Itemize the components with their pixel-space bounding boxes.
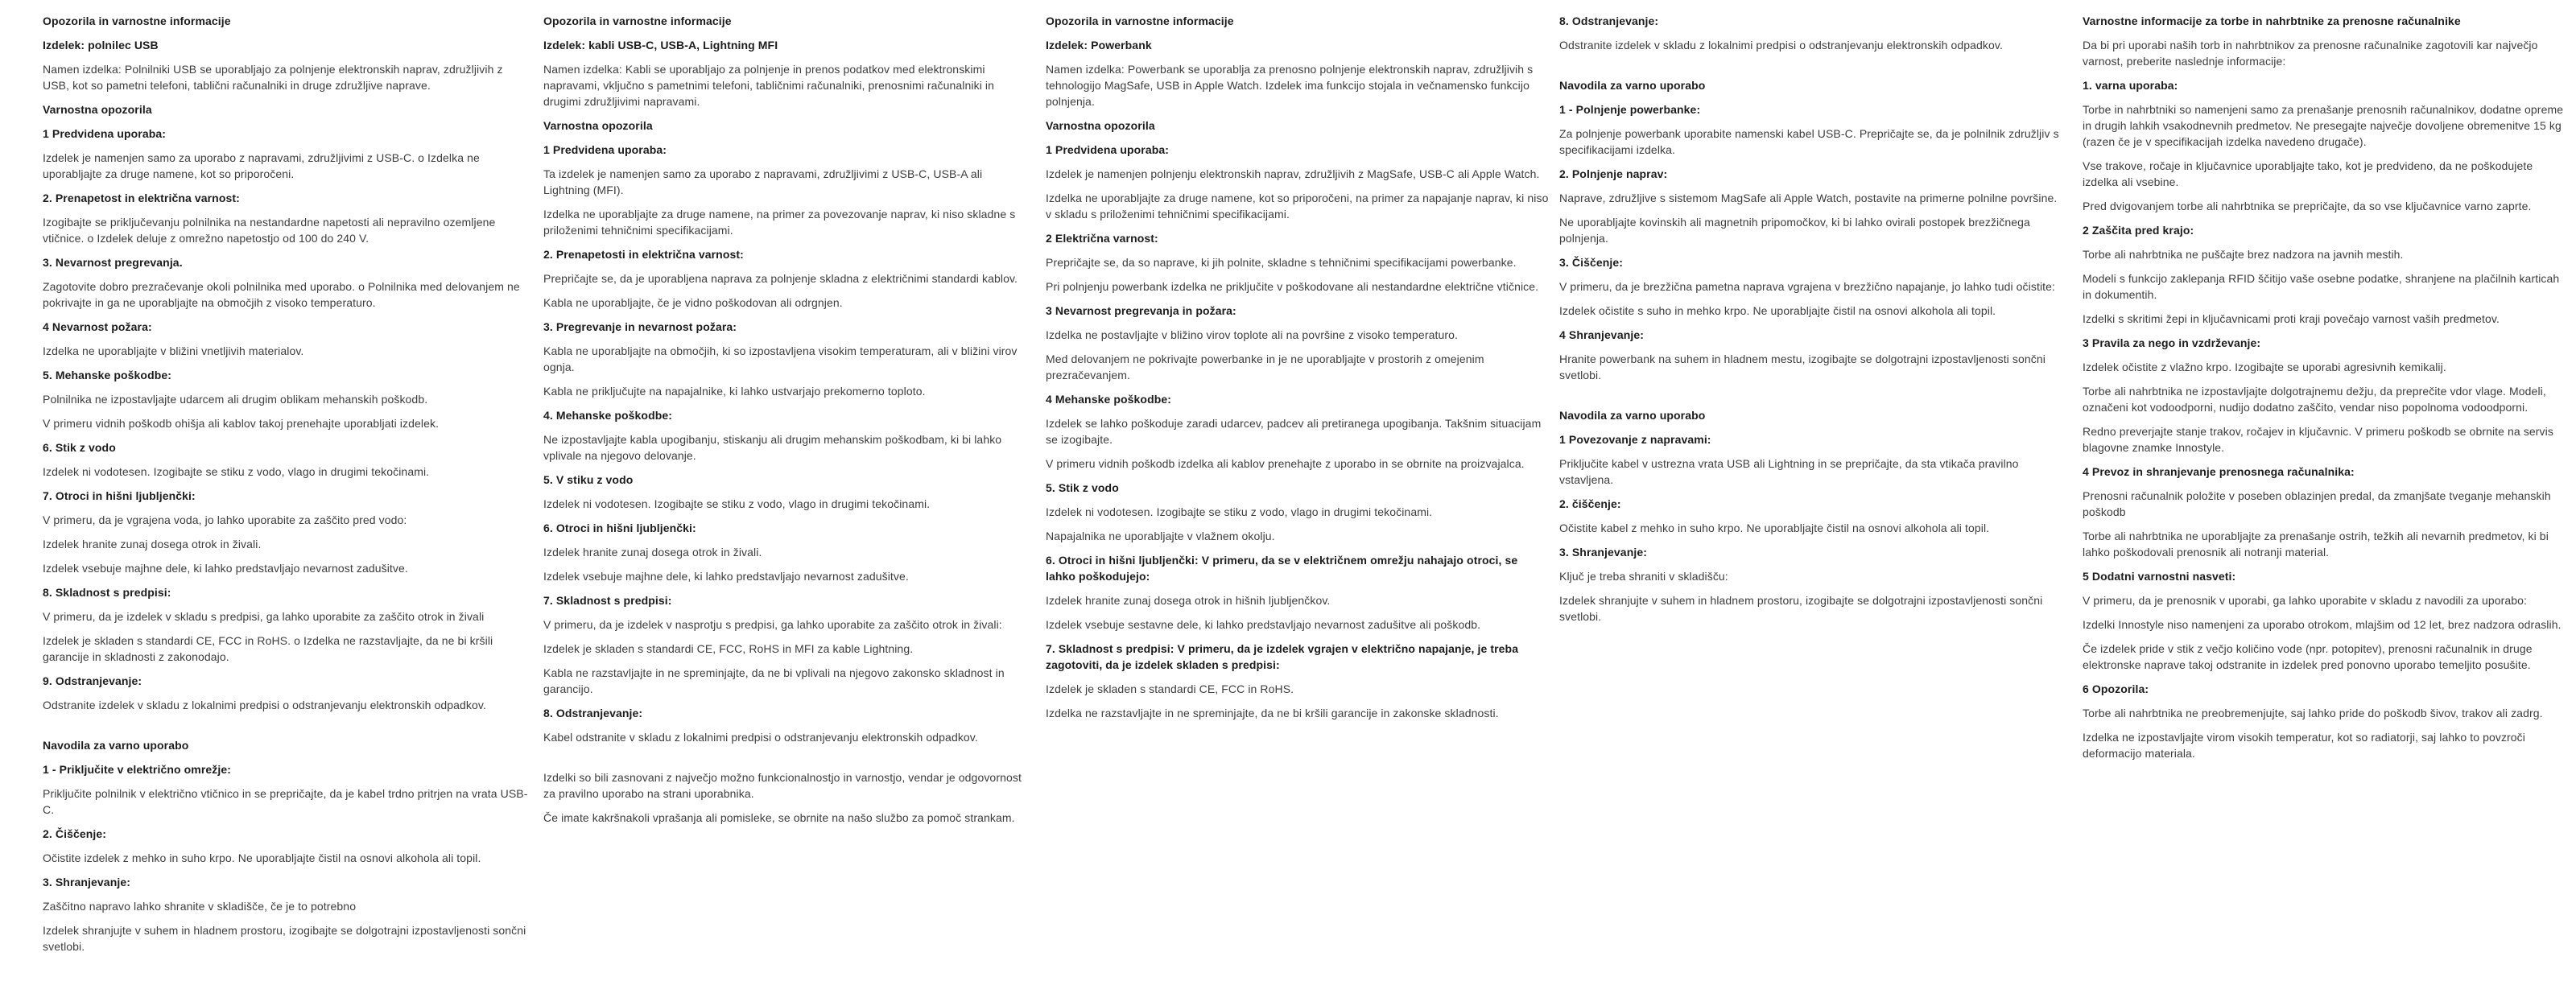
paragraph: Hranite powerbank na suhem in hladnem mestu, izogibajte se dolgotrajni izpostavljenosti sončni svetlobi.	[1559, 353, 2046, 381]
section-heading: Varnostna opozorila	[1046, 119, 1155, 132]
paragraph: V primeru, da je brezžična pametna naprava vgrajena v brezžično napajanje, jo lahko tudi očistite:	[1559, 280, 2056, 293]
section-heading: 8. Odstranjevanje:	[1559, 14, 1659, 27]
paragraph: Prenosni računalnik položite v poseben oblazinjen predal, da zmanjšate tveganje mehanskih poškodb	[2083, 489, 2551, 518]
paragraph: Izdelek ni vodotesen. Izogibajte se stiku z vodo, vlago in drugimi tekočinami.	[543, 497, 931, 510]
paragraph: Ključ je treba shraniti v skladišču:	[1559, 570, 1728, 583]
paragraph: Izdelek je skladen s standardi CE, FCC in RoHS.	[1046, 682, 1294, 695]
paragraph: Izdelka ne razstavljajte in ne spreminjajte, da ne bi kršili garancije in zakonske skladnosti.	[1046, 707, 1499, 719]
paragraph: Izdelek vsebuje sestavne dele, ki lahko predstavljajo nevarnost zadušitve ali poškodb.	[1046, 618, 1481, 631]
paragraph: Izdelek ni vodotesen. Izogibajte se stiku z vodo, vlago in drugimi tekočinami.	[43, 465, 430, 478]
paragraph: Namen izdelka: Polnilniki USB se uporabljajo za polnjenje elektronskih naprav, združljivih z USB, kot so pametni telefoni, tablični računalniki in druge združljive naprave.	[43, 63, 503, 92]
section-heading: 6. Otroci in hišni ljubljenčki:	[543, 522, 696, 534]
paragraph: Izdelek je skladen s standardi CE, FCC in RoHS. o Izdelka ne razstavljajte, da ne bi kršili garancije in skladnosti z zakonodajo.	[43, 634, 493, 663]
paragraph: Izdelki s skritimi žepi in ključavnicami proti kraji povečajo varnost vaših predmetov.	[2083, 312, 2500, 325]
section-heading: Opozorila in varnostne informacije	[43, 14, 231, 27]
section-heading: 3. Pregrevanje in nevarnost požara:	[543, 320, 737, 333]
section-heading: 1 - Polnjenje powerbanke:	[1559, 103, 1701, 116]
section-heading: 5 Dodatni varnostni nasveti:	[2083, 570, 2236, 583]
section-heading: Varnostna opozorila	[43, 103, 152, 116]
paragraph: Izdelek hranite zunaj dosega otrok in živali.	[43, 538, 262, 550]
section-heading: 3 Pravila za nego in vzdrževanje:	[2083, 336, 2261, 349]
paragraph: Torbe ali nahrbtnika ne izpostavljajte dolgotrajnemu dežju, da preprečite vdor vlage. Modeli, označeni kot vodoodporni, nudijo dodatno zaščito, vendar niso popolnoma vodoodporni.	[2083, 385, 2546, 414]
section-heading: 5. V stiku z vodo	[543, 473, 634, 486]
paragraph: V primeru vidnih poškodb ohišja ali kablov takoj prenehajte uporabljati izdelek.	[43, 417, 440, 430]
section-heading: Opozorila in varnostne informacije	[1046, 14, 1234, 27]
paragraph: Izdelek vsebuje majhne dele, ki lahko predstavljajo nevarnost zadušitve.	[543, 570, 909, 583]
paragraph: Očistite izdelek z mehko in suho krpo. Ne uporabljajte čistil na osnovi alkohola ali topil.	[43, 851, 481, 864]
paragraph: Odstranite izdelek v skladu z lokalnimi predpisi o odstranjevanju elektronskih odpadkov.	[1559, 39, 2003, 52]
paragraph: Izdelek shranjujte v suhem in hladnem prostoru, izogibajte se dolgotrajni izpostavljenosti sončni svetlobi.	[43, 924, 526, 953]
section-heading: Navodila za varno uporabo	[1559, 409, 1706, 422]
paragraph: Izdelek hranite zunaj dosega otrok in hišnih ljubljenčkov.	[1046, 594, 1331, 607]
section-heading: 1 - Priključite v električno omrežje:	[43, 763, 232, 776]
section-heading: 7. Skladnost s predpisi:	[543, 594, 672, 607]
paragraph: Izdelek je skladen s standardi CE, FCC, RoHS in MFI za kable Lightning.	[543, 642, 914, 655]
paragraph: Izdelek je namenjen samo za uporabo z napravami, združljivimi z USB-C. o Izdelka ne uporabljajte za druge namene, kot so priporočeni.	[43, 151, 480, 180]
paragraph: Zagotovite dobro prezračevanje okoli polnilnika med uporabo. o Polnilnika med delovanjem ne pokrivajte in ga ne uporabljajte na območjih z visoko temperaturo.	[43, 280, 520, 309]
paragraph: Izdelka ne postavljajte v bližino virov toplote ali na površine z visoko temperaturo.	[1046, 328, 1458, 341]
section-heading: 2. Čiščenje:	[43, 827, 107, 840]
paragraph: Torbe ali nahrbtnika ne puščajte brez nadzora na javnih mestih.	[2083, 248, 2404, 261]
paragraph: Vse trakove, ročaje in ključavnice uporabljajte tako, kot je predvideno, da ne poškodujete izdelka ali vsebine.	[2083, 159, 2533, 188]
paragraph: Modeli s funkcijo zaklepanja RFID ščitijo vaše osebne podatke, shranjene na plačilnih karticah in dokumentih.	[2083, 272, 2560, 301]
section-heading: 4 Shranjevanje:	[1559, 328, 1644, 341]
section-heading: 4 Prevoz in shranjevanje prenosnega računalnika:	[2083, 465, 2355, 478]
section-heading: 2. Prenapetosti in električna varnost:	[543, 248, 744, 261]
section-heading: 5. Mehanske poškodbe:	[43, 369, 172, 381]
paragraph: Pri polnjenju powerbank izdelka ne priključite v poškodovane ali nestandardne električne vtičnice.	[1046, 280, 1539, 293]
section-heading: 3. Shranjevanje:	[43, 876, 130, 888]
paragraph: Izdelek očistite s suho in mehko krpo. Ne uporabljajte čistil na osnovi alkohola ali topil.	[1559, 304, 1996, 317]
paragraph: Izdelki Innostyle niso namenjeni za uporabo otrokom, mlajšim od 12 let, brez nadzora odraslih.	[2083, 618, 2562, 631]
paragraph: Torbe in nahrbtniki so namenjeni samo za prenašanje prenosnih računalnikov, dodatne opreme in drugih lahkih vsakodnevnih predmetov. Ne presegajte največje dovoljene obremenitve 15 kg (razen če je v specifikacijah izdelka navedeno drugače).	[2083, 103, 2564, 148]
paragraph: Izdelki so bili zasnovani z največjo možno funkcionalnostjo in varnostjo, vendar je odgovornost za pravilno uporabo na strani uporabnika.	[543, 771, 1022, 800]
paragraph: Odstranite izdelek v skladu z lokalnimi predpisi o odstranjevanju elektronskih odpadkov.	[43, 699, 486, 711]
section-heading: Navodila za varno uporabo	[1559, 79, 1706, 92]
paragraph: Priključite polnilnik v električno vtičnico in se prepričajte, da je kabel trdno pritrjen na vrata USB-C.	[43, 787, 528, 816]
section-heading: Opozorila in varnostne informacije	[543, 14, 732, 27]
paragraph: Za polnjenje powerbank uporabite namenski kabel USB-C. Prepričajte se, da je polnilnik združljiv s specifikacijami izdelka.	[1559, 127, 2059, 156]
section-heading: 7. Skladnost s predpisi: V primeru, da je izdelek vgrajen v električno napajanje, je treba zagotoviti, da je izdelek skladen s predpisi:	[1046, 642, 1519, 671]
section-heading: 8. Skladnost s predpisi:	[43, 586, 171, 599]
paragraph: V primeru vidnih poškodb izdelka ali kablov prenehajte z uporabo in se obrnite na proizvajalca.	[1046, 457, 1525, 470]
column-cables-warnings	[543, 13, 1031, 834]
section-heading: 5. Stik z vodo	[1046, 481, 1119, 494]
section-heading: 4. Mehanske poškodbe:	[543, 409, 673, 422]
section-heading: 2 Zaščita pred krajo:	[2083, 224, 2194, 237]
column-laptop-bags-safety	[2083, 13, 2566, 769]
paragraph: Izdelka ne uporabljajte za druge namene, na primer za povezovanje naprav, ki niso skladne s priloženimi tehničnimi specifikacijami.	[543, 208, 1016, 237]
paragraph: V primeru, da je izdelek v skladu s predpisi, ga lahko uporabite za zaščito otrok in živali	[43, 610, 485, 623]
paragraph: Prepričajte se, da so naprave, ki jih polnite, skladne s tehničnimi specifikacijami powerbanke.	[1046, 256, 1517, 269]
paragraph: Pred dvigovanjem torbe ali nahrbtnika se prepričajte, da so vse ključavnice varno zaprte.	[2083, 200, 2532, 212]
section-heading: Izdelek: Powerbank	[1046, 39, 1152, 52]
section-heading: 6. Otroci in hišni ljubljenčki: V primeru, da se v električnem omrežju nahajajo otroci, se lahko poškodujejo:	[1046, 554, 1518, 583]
paragraph: Izdelka ne izpostavljajte virom visokih temperatur, kot so radiatorji, saj lahko to povzroči deformacijo materiala.	[2083, 731, 2525, 760]
paragraph: V primeru, da je vgrajena voda, jo lahko uporabite za zaščito pred vodo:	[43, 513, 407, 526]
section-heading: 2. Polnjenje naprav:	[1559, 167, 1668, 180]
section-heading: 4 Nevarnost požara:	[43, 320, 152, 333]
paragraph: Če imate kakršnakoli vprašanja ali pomisleke, se obrnite na našo službo za pomoč strankam.	[543, 811, 1015, 824]
section-heading: 8. Odstranjevanje:	[543, 707, 643, 719]
section-heading: 1 Predvidena uporaba:	[543, 143, 667, 156]
paragraph: Izdelka ne uporabljajte za druge namene, kot so priporočeni, na primer za napajanje naprav, ki niso v skladu s priloženimi tehničnimi specifikacijami.	[1046, 192, 1549, 221]
section-heading: 1 Predvidena uporaba:	[1046, 143, 1170, 156]
paragraph: Namen izdelka: Powerbank se uporablja za prenosno polnjenje elektronskih naprav, združljivih s tehnologijo MagSafe, USB in Apple Watch. Izdelek ima funkcijo stojala in večnamensko funkcijo polnjenja.	[1046, 63, 1534, 108]
paragraph: Ne izpostavljajte kabla upogibanju, stiskanju ali drugim mehanskim poškodbam, ki bi lahko vplivale na njegovo delovanje.	[543, 433, 1002, 462]
section-heading: Izdelek: kabli USB-C, USB-A, Lightning MFI	[543, 39, 778, 52]
section-heading: Varnostne informacije za torbe in nahrbtnike za prenosne računalnike	[2083, 14, 2461, 27]
paragraph: Namen izdelka: Kabli se uporabljajo za polnjenje in prenos podatkov med elektronskimi napravami, vključno s pametnimi telefoni, tabličnimi računalniki, prenosnimi računalniki in drugimi združljivimi napravami.	[543, 63, 995, 108]
paragraph: Če izdelek pride v stik z večjo količino vode (npr. potopitev), prenosni računalnik in druge elektronske naprave takoj odstranite in izdelek pred ponovno uporabo temeljito posušite.	[2083, 642, 2533, 671]
paragraph: Polnilnika ne izpostavljajte udarcem ali drugim oblikam mehanskih poškodb.	[43, 393, 428, 406]
paragraph: Izdelek hranite zunaj dosega otrok in živali.	[543, 546, 762, 559]
section-heading: 1 Povezovanje z napravami:	[1559, 433, 1711, 446]
section-heading: 3. Shranjevanje:	[1559, 546, 1647, 559]
paragraph: Da bi pri uporabi naših torb in nahrbtnikov za prenosne računalnike zagotovili kar največjo varnost, preberite naslednje informacije:	[2083, 39, 2538, 68]
section-heading: 9. Odstranjevanje:	[43, 674, 142, 687]
paragraph: V primeru, da je izdelek v nasprotju s predpisi, ga lahko uporabite za zaščito otrok in živali:	[543, 618, 1002, 631]
section-heading: 3. Čiščenje:	[1559, 256, 1624, 269]
paragraph: Izdelek vsebuje majhne dele, ki lahko predstavljajo nevarnost zadušitve.	[43, 562, 408, 575]
paragraph: Kabla ne uporabljajte na območjih, ki so izpostavljena visokim temperaturam, ali v bližini virov ognja.	[543, 344, 1018, 373]
paragraph: Izdelka ne uporabljajte v bližini vnetljivih materialov.	[43, 344, 304, 357]
paragraph: Prepričajte se, da je uporabljena naprava za polnjenje skladna z električnimi standardi kablov.	[543, 272, 1018, 285]
section-heading: 1 Predvidena uporaba:	[43, 127, 167, 140]
paragraph: Med delovanjem ne pokrivajte powerbanke in je ne uporabljajte v prostorih z omejenim prezračevanjem.	[1046, 353, 1484, 381]
paragraph: Izdelek očistite z vlažno krpo. Izogibajte se uporabi agresivnih kemikalij.	[2083, 361, 2446, 373]
section-heading: 2 Električna varnost:	[1046, 232, 1158, 245]
paragraph: Kabel odstranite v skladu z lokalnimi predpisi o odstranjevanju elektronskih odpadkov.	[543, 731, 978, 744]
section-heading: 6 Opozorila:	[2083, 682, 2149, 695]
paragraph: Naprave, združljive s sistemom MagSafe ali Apple Watch, postavite na primerne polnilne površine.	[1559, 192, 2058, 204]
paragraph: Torbe ali nahrbtnika ne uporabljajte za prenašanje ostrih, težkih ali nevarnih predmetov, ki bi lahko poškodovali prenosnik ali notranji material.	[2083, 530, 2549, 559]
paragraph: Kabla ne uporabljajte, če je vidno poškodovan ali odrgnjen.	[543, 296, 843, 309]
paragraph: Kabla ne priključujte na napajalnike, ki lahko ustvarjajo prekomerno toploto.	[543, 385, 926, 398]
section-heading: Varnostna opozorila	[543, 119, 653, 132]
section-heading: Izdelek: polnilec USB	[43, 39, 159, 52]
paragraph: Kabla ne razstavljajte in ne spreminjajte, da ne bi vplivali na njegovo zakonsko skladnost in garancijo.	[543, 666, 1005, 695]
column-powerbank-and-cable-usage	[1559, 13, 2062, 633]
paragraph: Redno preverjajte stanje trakov, ročajev in ključavnic. V primeru poškodb se obrnite na servis blagovne znamke Innostyle.	[2083, 425, 2553, 454]
section-heading: 2. Prenapetost in električna varnost:	[43, 192, 240, 204]
section-heading: 1. varna uporaba:	[2083, 79, 2178, 92]
paragraph: Izdelek shranjujte v suhem in hladnem prostoru, izogibajte se dolgotrajni izpostavljenosti sončni svetlobi.	[1559, 594, 2043, 623]
paragraph: Izdelek se lahko poškoduje zaradi udarcev, padcev ali pretiranega upogibanja. Takšnim situacijam se izogibajte.	[1046, 417, 1542, 446]
section-heading: 2. čiščenje:	[1559, 497, 1621, 510]
paragraph: Izogibajte se priključevanju polnilnika na nestandardne napetosti ali nepravilno ozemljene vtičnice. o Izdelek deluje z omrežno napetostjo od 100 do 240 V.	[43, 216, 496, 245]
paragraph: Ne uporabljajte kovinskih ali magnetnih pripomočkov, ki bi lahko ovirali postopek brezžičnega polnjenja.	[1559, 216, 2030, 245]
column-usb-charger-warnings	[43, 13, 530, 963]
paragraph: Zaščitno napravo lahko shranite v skladišče, če je to potrebno	[43, 900, 357, 913]
section-heading: 3 Nevarnost pregrevanja in požara:	[1046, 304, 1236, 317]
column-powerbank-warnings	[1046, 13, 1549, 729]
paragraph: Izdelek je namenjen polnjenju elektronskih naprav, združljivih z MagSafe, USB-C ali Apple Watch.	[1046, 167, 1540, 180]
paragraph: Napajalnika ne uporabljajte v vlažnem okolju.	[1046, 530, 1275, 542]
paragraph: Priključite kabel v ustrezna vrata USB ali Lightning in se prepričajte, da sta vtikača pravilno vstavljena.	[1559, 457, 2019, 486]
section-heading: Navodila za varno uporabo	[43, 739, 189, 752]
paragraph: Torbe ali nahrbtnika ne preobremenjujte, saj lahko pride do poškodb šivov, trakov ali zadrg.	[2083, 707, 2543, 719]
section-heading: 3. Nevarnost pregrevanja.	[43, 256, 183, 269]
section-heading: 4 Mehanske poškodbe:	[1046, 393, 1172, 406]
paragraph: Ta izdelek je namenjen samo za uporabo z napravami, združljivimi z USB-C, USB-A ali Lightning (MFI).	[543, 167, 983, 196]
section-heading: 6. Stik z vodo	[43, 441, 116, 454]
paragraph: Očistite kabel z mehko in suho krpo. Ne uporabljajte čistil na osnovi alkohola ali topil.	[1559, 522, 1990, 534]
paragraph: V primeru, da je prenosnik v uporabi, ga lahko uporabite v skladu z navodili za uporabo:	[2083, 594, 2528, 607]
paragraph: Izdelek ni vodotesen. Izogibajte se stiku z vodo, vlago in drugimi tekočinami.	[1046, 505, 1433, 518]
section-heading: 7. Otroci in hišni ljubljenčki:	[43, 489, 196, 502]
